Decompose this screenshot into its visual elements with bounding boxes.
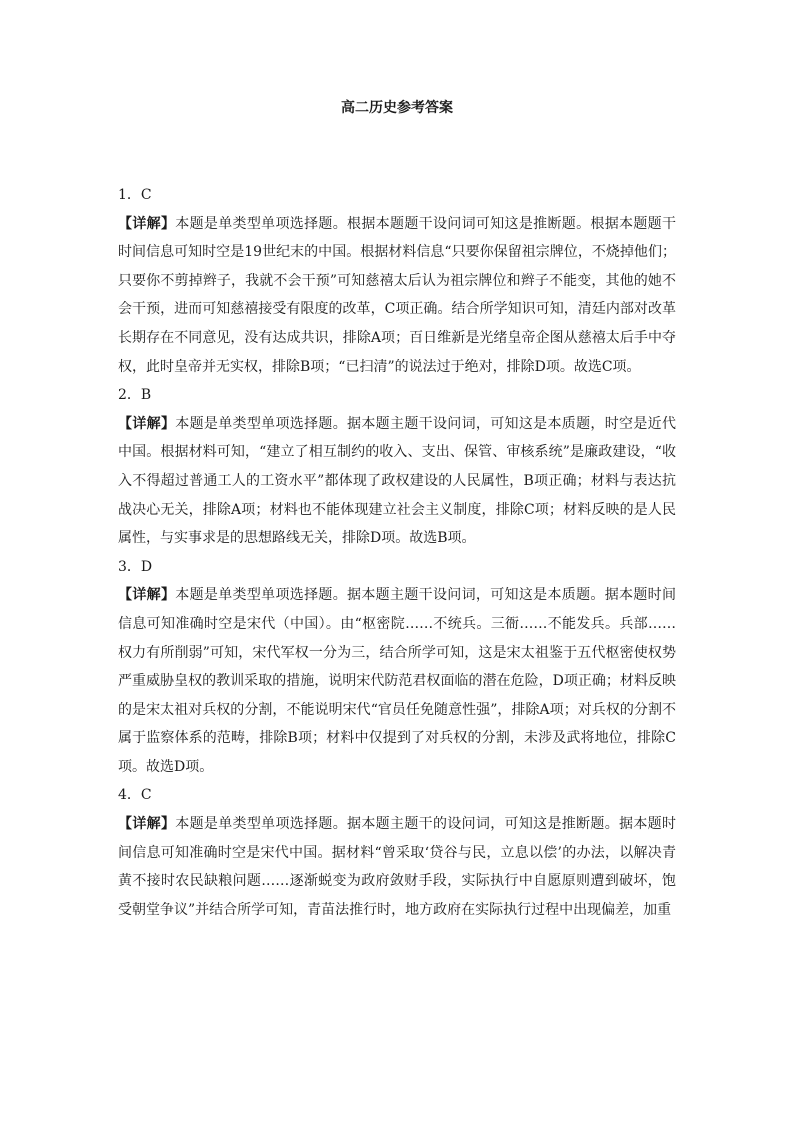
question-number: 2．B [118,387,152,404]
explanation-tag: 【详解】 [118,415,176,432]
answer-item-3 [118,553,676,782]
explanation-text: 本题是单类型单项选择题。根据本题题干设问词可知这是推断题。根据本题题干时间信息可知时空是19世纪末的中国。根据材料信息“只要你保留祖宗牌位，不烧掉他们；只要你不剪掉辫子，我就不会干预”可知慈禧太后认为祖宗牌位和辫子不能变，其他的她不会干预，进而可知慈禧接受有限度的改革，C项正确。结合所学知识可知，清廷内部对改革长期存在不同意见，没有达成共识，排除A项；百日维新是光绪皇帝企图从慈禧太后手中夺权，此时皇帝并无实权，排除B项；“已扫清”的说法过于绝对，排除D项。故选C项。 [118,215,677,375]
page-title: 高二历史参考答案 [341,100,453,116]
answer-item-4 [118,781,676,924]
answer-explanation [118,581,676,781]
answer-explanation [118,410,676,553]
question-number: 4．C [118,787,152,804]
answer-item-2 [118,381,676,553]
explanation-text: 本题是单类型单项选择题。据本题主题干设问词，可知这是本质题，时空是近代中国。根据材料可知，“建立了相互制约的收入、支出、保管、审核系统”是廉政建设，“收入不得超过普通工人的工资水平”都体现了政权建设的人民属性，B项正确；材料与表达抗战决心无关，排除A项；材料也不能体现建立社会主义制度，排除C项；材料反映的是人民属性，与实事求是的思想路线无关，排除D项。故选B项。 [118,415,677,547]
answer-explanation [118,210,676,382]
answer-item-1 [118,181,676,381]
explanation-tag: 【详解】 [118,587,176,604]
explanation-text: 本题是单类型单项选择题。据本题主题干的设问词，可知这是推断题。据本题时间信息可知准确时空是宋代中国。据材料“曾采取‘贷谷与民，立息以偿’的办法，以解决青黄不接时农民缺粮问题……逐渐蜕变为政府敛财手段，实际执行中自愿原则遭到破坏，饱受朝堂争议”并结合所学可知，青苗法推行时，地方政府在实际执行过程中出现偏差，加重 [118,816,677,918]
question-number: 1．C [118,187,152,203]
question-number: 3．D [118,558,153,575]
explanation-tag: 【详解】 [118,816,176,833]
answer-explanation [118,810,676,924]
explanation-text: 本题是单类型单项选择题。据本题主题干设问词，可知这是本质题。据本题时间信息可知准确时空是宋代（中国）。由“枢密院……不统兵。三衙……不能发兵。兵部……权力有所削弱”可知，宋代军权一分为三，结合所学可知，这是宋太祖鉴于五代枢密使权势严重威胁皇权的教训采取的措施，说明宋代防范君权面临的潜在危险，D项正确；材料反映的是宋太祖对兵权的分割，不能说明宋代“官员任免随意性强”，排除A项；对兵权的分割不属于监察体系的范畴，排除B项；材料中仅提到了对兵权的分割，未涉及武将地位，排除C项。故选D项。 [118,587,677,775]
explanation-tag: 【详解】 [118,215,176,232]
